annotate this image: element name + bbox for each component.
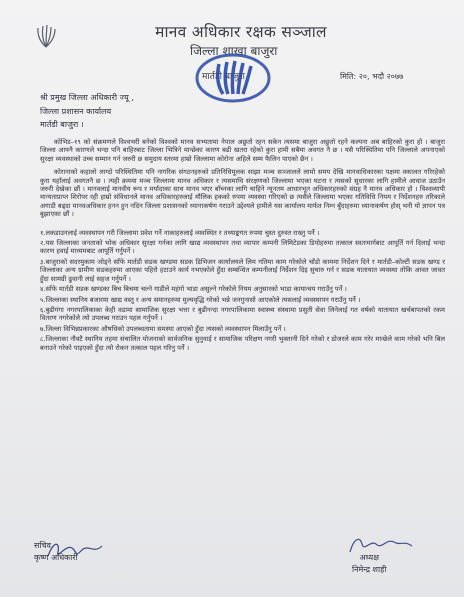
recipient-office: जिल्ला प्रशासन कार्यालय <box>40 107 112 116</box>
demand-item: ८.जिल्लाका नौवटै स्थानिय तहमा संचालित योजनाको सार्वजनिक सुनुवाई र सामाजिक परिक्षण नगरी भुक्तानी दिने गरेको र डोजरले काम गरेर मान्छेले काम गरेको भनि बिल बनाउने गरेको पाइएको हुँदा त्यो रोकन तत्काल पहल गरिनु पर्ने । <box>40 335 445 352</box>
demand-item: ७.जिल्ला विभिन्नप्रकारका औषधिको उपलब्धतामा समस्या आएको हुँदा त्यसको व्यवस्थापन मिलाउँनु पर्ने । <box>40 324 286 333</box>
organization-name: मानव अधिकार रक्षक सञ्जाल <box>155 23 327 41</box>
chairperson-name: निमेन्द्र शाही <box>352 565 387 574</box>
demand-item: ६.बुढीगंगा नगरपालिकाका केही वडामा सामाजिक सुरक्षा भत्ता र बुढीनन्दा नगरपालिकामा स्वास्थ्य संस्थामा प्रसुती सेवा लिनेलाई गत वर्षको यातायात खर्चबापतको रकम वितरण नगरेकोले त्यो उपलब्ध गराउन पहल गर्नुपर्ने । <box>40 305 445 323</box>
letter-date: मिति: २०, भदौ २०७७ <box>340 72 404 81</box>
secretary-role: सचिव <box>34 541 52 550</box>
blue-stamp <box>193 52 273 104</box>
demand-item: ५.जिल्लाका स्थानिय बजारमा खाद्य वस्तु र अन्य समानहरुमा मुल्यवृद्धि गरेको भन्ने जनगुनासो आएकोले त्यसलाई व्यवस्थापन गराउँनु पर्ने । <box>40 295 361 304</box>
body-paragraph: कोरानाको कहालो लाग्दो परिस्थितिमा पनि नागरिक संगठनहरुको प्रतिनिधिमूलक साझा मञ्च सञ्जालले लामो समय देखि मानवाधिकारका पक्षमा वकालत गरिरहेको कुरा यहाँलाई अवगतनै छ । त्यही क्रममा मञ्च जिल्लामा मानव अधिकार र त्यसमाथि संरक्षणको जिल्लामा भएका घटना र त्यसको सुधारका लागि हामीले आवाज उठाउँन जरुरी देखेका छौं । मानवलाई मानवीय रूप र मर्यादाका साथ मानव भएर बाँच्नका लागि चाहिने न्यूनतम आधारभूत अधिकारहरुको संग्रह नै मानव अधिकार हो । विश्वव्यापी मान्यताप्राप्त शिरोपर रही हाम्रो संविधानले मानव अधिकारहरुलाई मौलिक हकको रुपमा व्यवस्था गरिएको छ त्यसैले जिल्लामा भएका गतिविधि नियम र निर्देशनहरु तरिकाले अगाडी बढ्दा मानवअधिकार हनन हुन नदिन जिल्ला प्रशासनको ध्यानाकर्षण गराउने उद्देश्यले हामीले यस कार्यालय मार्फत निम्न बुँदाहरुमा ध्यानाकर्षण होस् भनी यो ज्ञापन पत्र बुझाएका छौं । <box>40 168 445 219</box>
secretary-block <box>34 540 78 564</box>
chairperson-role: अध्यक्ष <box>359 553 379 562</box>
demand-item: १.लकडाउनलाई व्यवस्थापन गरी जिल्लामा प्रवेश गर्ने नाकाहरुलाई व्यवस्थित र तथ्याङ्कगत रुपमा चुस्त दुरुस्त राख्नु पर्ने । <box>40 228 320 237</box>
secretary-name: कृष्ण अधिकारी <box>34 553 78 562</box>
branch-address: मार्तडी बाजुरा <box>202 72 246 82</box>
recipient-location: मार्तडी बाजुरा । <box>40 120 84 129</box>
body-paragraph: कोभिड–१९ को संक्रमणले विश्वभरी बनेको विश्वको मानव सभ्यतामा नेपाल अछुतो रहन सकेन त्यसमा बाजुरा अछुतो रहने कल्पना अब बाहिरको कुरा हो । बाजुरा जिल्ला आफ्नै कारणले भन्दा पनि बाहिरबाट जिल्ला भित्रिने मान्छेका कारण बढी खतरा रहेको कुरा हामी सबैमा अवगत नै छ । यसै परिस्थितिमा पनि जिल्लाले अपनाएको सुरक्षा व्यवस्थाको उच्च सम्मान गर्न जरुरी छ समुदाय स्तरमा हाम्रो जिल्लामा कोरोना अहिले सम्म फैलिन पाएको छैन । <box>40 138 445 163</box>
demand-item: २.यस जिल्लाका जनताको भोक अधिकार सुरक्षा गर्नका लागि खाद्य व्यवस्थापन तथा व्यापार कम्पनी लिमिटेडका डिपोहरुमा तत्काल स्वतःमार्गबाट आपूर्ति गर्न दिलाई भन्दा कारण हवाई माध्यमबाट आपूर्ति गर्नुपर्ने । <box>40 239 445 256</box>
demand-item: ३.बाजुराको सदरमुकाम जोड्ने साँफे मार्तडी सडक खण्डमा सडक डिभिजन कार्यालयले लिम गतिमा काम गरेकोले चाँडो काममा निर्देशन दिने र मार्तडी–कोल्टी सडक खण्ड र जिल्लाका अन्य ग्रामीण सडकहरुमा आएका पहिरो हटाउने कार्य नभएकोले हुँदा सम्बन्धित कम्पनीलाई निर्देशन दिइ सुचारु गर्न र सडक यातायात व्यवस्था तोकि आवत जावत हुँदा सामग्री ढुवानी लाई सहज गर्नुपर्ने । <box>40 257 445 283</box>
branch-name: जिल्ला शाखा बाजुरा <box>190 44 278 58</box>
organization-logo <box>33 22 59 50</box>
chairperson-block <box>352 552 386 576</box>
recipient-title: श्री प्रमुख जिल्ला अधिकारी ज्यू , <box>40 93 134 102</box>
letter-body <box>40 138 445 354</box>
demand-list <box>40 229 445 352</box>
demand-item: ४.साँफे मार्तडी सडक खण्डका बिच बिचमा चल्ने गाडीले महंगो भाडा असुल्ने गरेकोले नियम अनुसारको भाडा कायान्वय गराउँनु पर्ने । <box>40 285 347 294</box>
